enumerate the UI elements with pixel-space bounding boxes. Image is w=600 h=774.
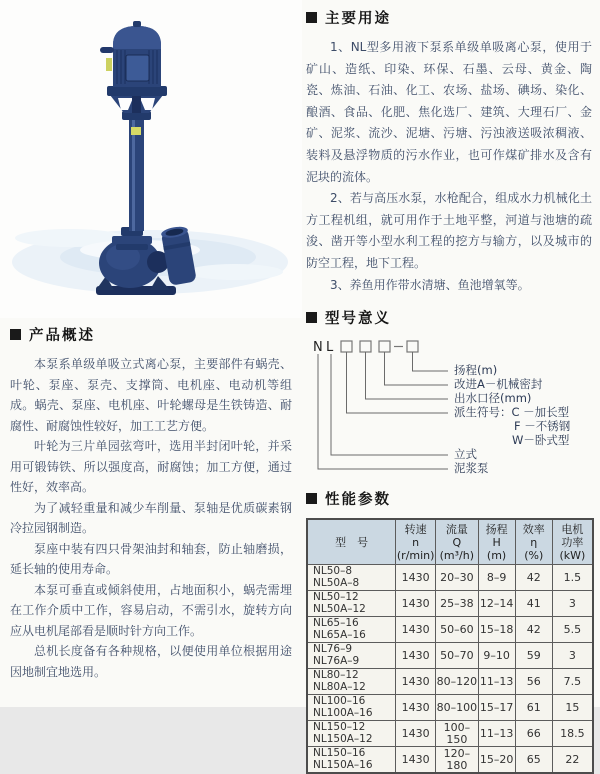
code-label-derived-w: W－卧式型	[512, 433, 570, 448]
table-row	[307, 565, 593, 591]
section-performance	[306, 488, 594, 774]
overview-paragraph: 本泵系单级单吸立式离心泵，主要部件有蜗壳、叶轮、泵座、泵壳、支撑筒、电机座、电动机等组成。蜗壳、泵座、电机座、叶轮螺母是生铁铸造、耐腐性、耐腐蚀性较好，加工工艺方便。	[10, 357, 292, 433]
overview-title: 产品概述	[29, 328, 95, 344]
cell-speed: 1430	[396, 643, 436, 669]
usage-paragraph: 2、若与高压水泵，水枪配合，组成水力机械化土方工程机组，就可用作于土地平整，河道与池塘的疏浚、凿开等小型水利工程的挖方与输方，以及城市的防空工程，地下工程。	[306, 191, 592, 270]
cell-power: 15	[552, 695, 593, 721]
performance-table	[306, 518, 594, 774]
section-bullet-icon	[306, 12, 317, 23]
code-label-outlet: 出水口径(mm)	[454, 391, 532, 406]
cell-power: 7.5	[552, 669, 593, 695]
col-header-power: 电机 功率 (kW)	[552, 519, 593, 565]
section-usage	[306, 7, 594, 296]
code-letter-l: L	[326, 340, 334, 356]
cell-head: 11–13	[478, 669, 515, 695]
col-header-model: 型 号	[307, 519, 396, 565]
cell-head: 11–13	[478, 721, 515, 747]
cell-model: NL50–12 NL50A–12	[307, 591, 396, 617]
cell-head: 12–14	[478, 591, 515, 617]
code-letter-n: N	[313, 340, 323, 356]
code-label-vertical: 立式	[454, 447, 477, 462]
section-model-code	[306, 307, 594, 479]
code-label-head: 扬程(m)	[454, 363, 498, 378]
cell-head: 15–17	[478, 695, 515, 721]
cell-flow: 120–180	[436, 747, 478, 774]
cell-flow: 25–38	[436, 591, 478, 617]
col-header-efficiency: 效率 η (%)	[515, 519, 552, 565]
overview-paragraph: 本泵可垂直或倾斜使用，占地面积小，蜗壳需埋在工作介质中工作，容易启动，不需引水，旋转方向应从电机尾部看是顺时针方向工作。	[10, 582, 292, 638]
model-code-header	[306, 307, 594, 328]
cell-flow: 50–60	[436, 617, 478, 643]
usage-paragraph: 1、NL型多用液下泵系单级单吸离心泵，使用于矿山、造纸、印染、环保、石墨、云母、黄金、陶瓷、炼油、石油、化工、农场、盐场、碘场、染化、酿酒、食品、化肥、焦化选厂、建筑、大理石厂、金矿、泥浆、流沙、泥塘、污塘、污浊液送吸浓稠液、装料及悬浮物质的污水作业，也可作煤矿排水及含有泥块的流体。	[306, 40, 592, 184]
overview-header	[10, 324, 292, 345]
cell-power: 3	[552, 591, 593, 617]
cell-head: 15–18	[478, 617, 515, 643]
performance-title: 性能参数	[325, 492, 391, 509]
performance-header	[306, 488, 594, 509]
cell-model: NL150–16 NL150A–16	[307, 747, 396, 774]
cell-speed: 1430	[396, 591, 436, 617]
cell-power: 22	[552, 747, 593, 774]
cell-speed: 1430	[396, 721, 436, 747]
cell-efficiency: 61	[515, 695, 552, 721]
left-column	[0, 0, 302, 707]
cell-head: 8–9	[478, 565, 515, 591]
cell-speed: 1430	[396, 565, 436, 591]
section-bullet-icon	[306, 493, 317, 504]
model-code-diagram	[308, 337, 594, 479]
usage-header	[306, 7, 592, 28]
cell-speed: 1430	[396, 617, 436, 643]
table-row	[307, 669, 593, 695]
section-bullet-icon	[10, 329, 21, 340]
table-row	[307, 617, 593, 643]
cell-power: 18.5	[552, 721, 593, 747]
code-label-derived-c: 派生符号：C －加长型	[454, 405, 570, 420]
right-column	[306, 7, 594, 774]
col-header-head: 扬程 H (m)	[478, 519, 515, 565]
pump-illustration	[0, 0, 302, 318]
model-code-title: 型号意义	[325, 311, 391, 328]
cell-model: NL150–12 NL150A–12	[307, 721, 396, 747]
cell-flow: 80–120	[436, 669, 478, 695]
cell-flow: 80–100	[436, 695, 478, 721]
cell-flow: 100–150	[436, 721, 478, 747]
cell-speed: 1430	[396, 747, 436, 774]
cell-flow: 50–70	[436, 643, 478, 669]
section-bullet-icon	[306, 312, 317, 323]
table-row	[307, 643, 593, 669]
cell-efficiency: 41	[515, 591, 552, 617]
table-row	[307, 591, 593, 617]
overview-paragraph: 总机长度备有各种规格，以便使用单位根据用途因地制宜地选用。	[10, 644, 292, 679]
cell-efficiency: 65	[515, 747, 552, 774]
code-label-improved: 改进A－机械密封	[454, 377, 543, 392]
col-header-flow: 流量 Q (m³/h)	[436, 519, 478, 565]
cell-speed: 1430	[396, 669, 436, 695]
overview-paragraph: 泵座中装有四只骨架油封和轴套，防止轴磨损，延长轴的使用寿命。	[10, 541, 292, 576]
col-header-speed: 转速 n (r/min)	[396, 519, 436, 565]
cell-efficiency: 42	[515, 617, 552, 643]
cell-head: 9–10	[478, 643, 515, 669]
cell-model: NL65–16 NL65A–16	[307, 617, 396, 643]
usage-title: 主要用途	[325, 11, 391, 27]
cell-model: NL80–12 NL80A–12	[307, 669, 396, 695]
cell-power: 1.5	[552, 565, 593, 591]
cell-power: 3	[552, 643, 593, 669]
pump-photo	[0, 0, 302, 318]
cell-speed: 1430	[396, 695, 436, 721]
code-label-derived-f: F －不锈钢	[514, 419, 571, 434]
cell-efficiency: 42	[515, 565, 552, 591]
cell-efficiency: 59	[515, 643, 552, 669]
table-row	[307, 695, 593, 721]
cell-model: NL50–8 NL50A–8	[307, 565, 396, 591]
cell-head: 15–20	[478, 747, 515, 774]
cell-model: NL76–9 NL76A–9	[307, 643, 396, 669]
overview-paragraph: 叶轮为三片单园弦弯叶，选用半封闭叶轮，并采用可锻铸铁、所以强度高，耐腐蚀；加工方便，通过性好，效率高。	[10, 439, 292, 494]
overview-paragraph: 为了减轻重量和减少车削量、泵轴是优质碳素钢冷拉园钢制造。	[10, 500, 292, 535]
table-header-row	[307, 519, 593, 565]
cell-power: 5.5	[552, 617, 593, 643]
table-row	[307, 747, 593, 774]
section-overview	[0, 318, 302, 682]
cell-flow: 20–30	[436, 565, 478, 591]
table-row	[307, 721, 593, 747]
usage-paragraph: 3、养鱼用作带水清塘、鱼池增氧等。	[330, 277, 530, 292]
cell-efficiency: 56	[515, 669, 552, 695]
code-label-slurry: 泥浆泵	[454, 461, 489, 476]
cell-efficiency: 66	[515, 721, 552, 747]
cell-model: NL100–16 NL100A–16	[307, 695, 396, 721]
